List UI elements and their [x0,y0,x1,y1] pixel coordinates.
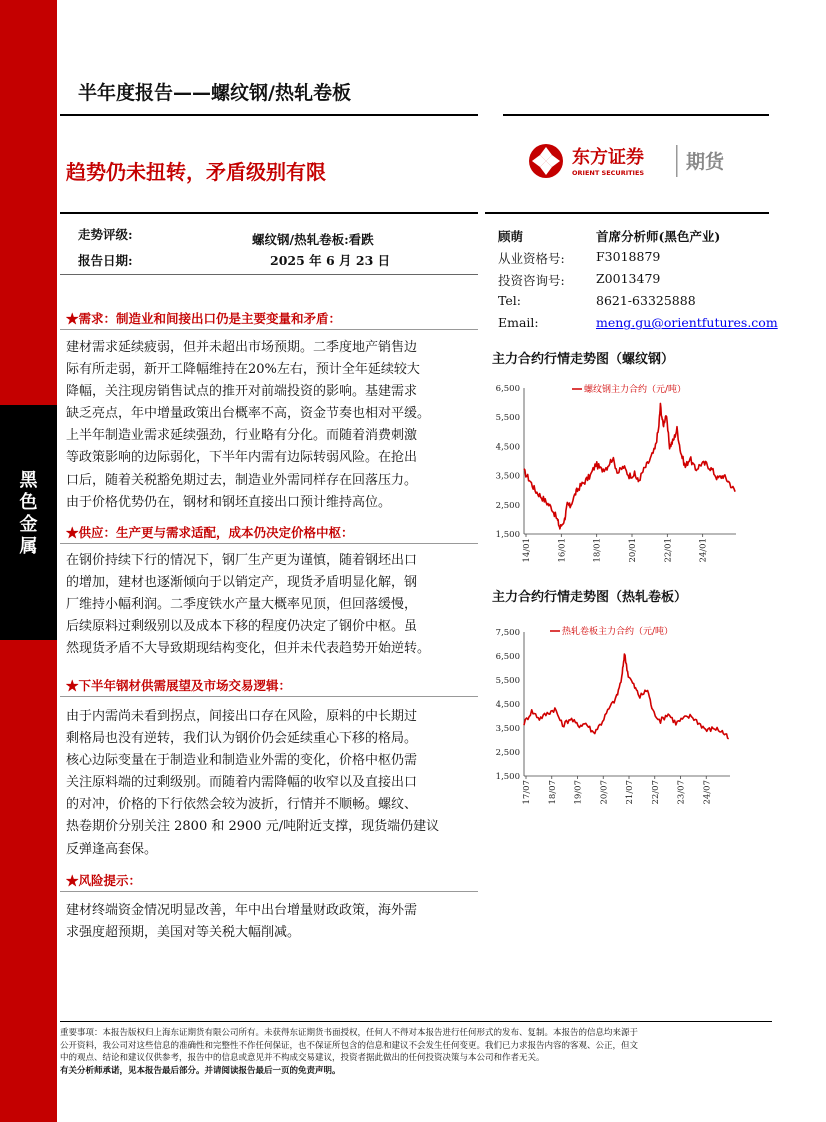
body-line: 口后，随着关税豁免期过去，制造业外需同样存在回落压力。 [66,472,418,488]
section-heading-demand: ★需求：制造业和间接出口仍是主要变量和矛盾： [66,311,342,326]
rebar-price-chart [484,374,774,570]
body-line: 建材需求延续疲弱，但并未超出市场预期。二季度地产销售边 [66,340,418,355]
contact-label: Email: [498,315,539,330]
x-tick-label: 21/07 [625,780,635,805]
y-tick-label: 2,500 [495,500,520,511]
body-line: 后续原料过剩级别以及成本下移的程度仍决定了钢价中枢。虽 [66,619,418,635]
x-tick-label: 18/07 [547,780,558,805]
logo-cn-text: 东方证券 [572,147,644,168]
email-link[interactable]: meng.gu@orientfutures.com [596,315,778,330]
category-label [0,470,57,558]
logo-suffix-text: 期货 [686,151,725,173]
body-line: 求强度超预期，美国对等关税大幅削减。 [66,925,301,941]
report-title: 半年度报告——螺纹钢/热轧卷板 [78,82,351,104]
date-value: 2025 年 6 月 23 日 [270,253,391,268]
meta-rule-right [485,212,769,214]
category-char: 金 [19,514,38,535]
body-line: 然现货矛盾不大导致期现结构变化，但并未代表趋势开始逆转。 [66,641,431,657]
section-body-demand [66,337,472,514]
x-tick-label: 24/01 [698,538,709,563]
contact-value: 8621-63325888 [596,293,696,308]
legend-label: 热轧卷板主力合约（元/吨） [562,627,674,637]
body-line: 缺乏亮点，年中增量政策出台概率不高，资金节奏也相对平缓。 [66,406,431,422]
y-tick-label: 3,500 [495,724,520,734]
y-tick-label: 3,500 [495,471,520,482]
body-line: 建材终端资金情况明显改善，年中出台增量财政政策，海外需 [66,903,418,918]
y-tick-label: 4,500 [495,700,520,710]
section-body-outlook [66,706,472,861]
y-tick-label: 2,500 [495,748,520,758]
body-line: 上半年制造业需求延续强劲，行业略有分化。而随着消费刺激 [66,428,418,444]
contact-value: Z0013479 [596,271,661,286]
x-tick-label: 20/01 [628,538,638,563]
company-logo [528,143,768,179]
body-line: 由于内需尚未看到拐点，间接出口存在风险，原料的中长期过 [66,709,418,724]
body-line: 在钢价持续下行的情况下，钢厂生产更为谨慎，随着钢坯出口 [66,553,418,568]
x-tick-label: 23/07 [676,780,687,805]
footer-line: 有关分析师承诺，见本报告最后部分。并请阅读报告最后一页的免责声明。 [60,1065,341,1076]
price-series-line [524,654,729,739]
body-line: 剩格局也没有逆转，我们认为钢价仍会延续重心下移的格局。 [66,731,418,747]
y-tick-label: 6,500 [495,384,520,394]
section-body-risk [66,900,472,944]
rating-label: 走势评级: [78,227,133,242]
price-series-line [524,403,735,529]
x-tick-label: 19/07 [573,780,584,805]
chart-title-rebar: 主力合约行情走势图（螺纹钢） [492,352,675,367]
body-line: 厂维持小幅利润。二季度铁水产量大概率见顶，但回落缓慢， [66,597,418,613]
body-line: 热卷期价分别关注 2800 和 2900 元/吨附近支撑，现货端仍建议 [66,819,440,835]
section-heading-outlook: ★下半年钢材供需展望及市场交易逻辑： [66,678,292,693]
body-line: 降幅，关注现房销售试点的推开对前端投资的影响。基建需求 [66,384,418,400]
y-tick-label: 5,500 [495,413,520,424]
body-line: 的增加，建材也逐渐倾向于以销定产，现货矛盾明显化解，钢 [66,575,418,591]
x-tick-label: 14/01 [522,538,532,563]
headline: 趋势仍未扭转，矛盾级别有限 [66,160,326,184]
body-line: 等政策影响的边际弱化，下半年内需有边际转弱风险。在抢出 [66,450,418,466]
body-line: 际有所走弱，新开工降幅维持在20%左右，预计全年延续较大 [66,362,420,378]
chart-title-hrc: 主力合约行情走势图（热轧卷板） [492,590,688,605]
y-tick-label: 6,500 [495,652,520,662]
section-heading-supply: ★供应：生产更与需求适配，成本仍决定价格中枢： [66,525,354,540]
section-divider [60,891,478,892]
x-tick-label: 22/07 [650,780,661,805]
section-divider [60,543,478,544]
footer-disclaimer [60,1027,772,1077]
y-tick-label: 4,500 [495,442,520,453]
contact-label: 从业资格号: [498,251,565,266]
x-tick-label: 24/07 [702,780,713,805]
title-rule-right [503,114,769,116]
footer-line: 重要事项：本报告版权归上海东证期货有限公司所有。未获得东证期货书面授权，任何人不得对本报告进行任何形式的发布、复制。本报告的信息均来源于 [60,1028,639,1038]
logo-emblem-icon [529,144,563,178]
y-tick-label: 1,500 [495,772,520,782]
section-divider [60,329,478,330]
x-tick-label: 18/01 [592,538,603,563]
date-label: 报告日期: [78,253,133,268]
body-line: 核心边际变量在于制造业和制造业外需的变化，价格中枢仍需 [66,753,418,769]
hrc-price-chart [484,618,774,818]
section-body-supply [66,550,472,660]
y-tick-label: 7,500 [495,628,520,638]
legend-label: 螺纹钢主力合约（元/吨） [584,385,687,395]
rating-value: 螺纹钢/热轧卷板:看跌 [252,232,374,247]
x-tick-label: 20/07 [599,780,610,805]
meta-rule-left [60,212,478,214]
footer-line: 公开资料，我公司对这些信息的准确性和完整性不作任何保证，也不保证所包含的信息和建议不会发生任何变更。我们已力求报告内容的客观、公正，但文 [60,1040,639,1051]
body-line: 由于价格优势仍在，钢材和钢坯直接出口预计维持高位。 [66,494,392,510]
body-line: 关注原料端的过剩级别。而随着内需降幅的收窄以及直接出口 [66,775,418,791]
y-tick-label: 5,500 [495,676,520,686]
analyst-name: 顾萌 [498,229,524,244]
meta-divider [60,274,478,275]
body-line: 的对冲，价格的下行依然会较为波折，行情并不顺畅。螺纹、 [66,797,418,813]
footer-rule [60,1021,772,1022]
section-heading-risk: ★风险提示： [66,873,142,888]
logo-en-text: ORIENT SECURITIES [572,169,645,177]
category-char: 黑 [19,470,38,491]
category-char: 属 [19,536,38,557]
x-tick-label: 17/07 [522,780,532,805]
category-char: 色 [19,492,38,513]
x-tick-label: 16/01 [557,538,568,563]
x-tick-label: 22/01 [663,538,674,563]
body-line: 反弹逢高套保。 [66,841,158,857]
section-divider [60,696,478,697]
contact-value: F3018879 [596,249,661,264]
contact-label: Tel: [498,293,521,308]
y-tick-label: 1,500 [495,530,520,540]
footer-line: 中的观点、结论和建议仅供参考，报告中的信息或意见并不构成交易建议，投资者据此做出的任何投资决策与本公司和作者无关。 [60,1053,545,1063]
contact-label: 投资咨询号: [498,273,565,288]
analyst-title: 首席分析师(黑色产业) [596,229,721,244]
title-rule-left [60,114,478,116]
